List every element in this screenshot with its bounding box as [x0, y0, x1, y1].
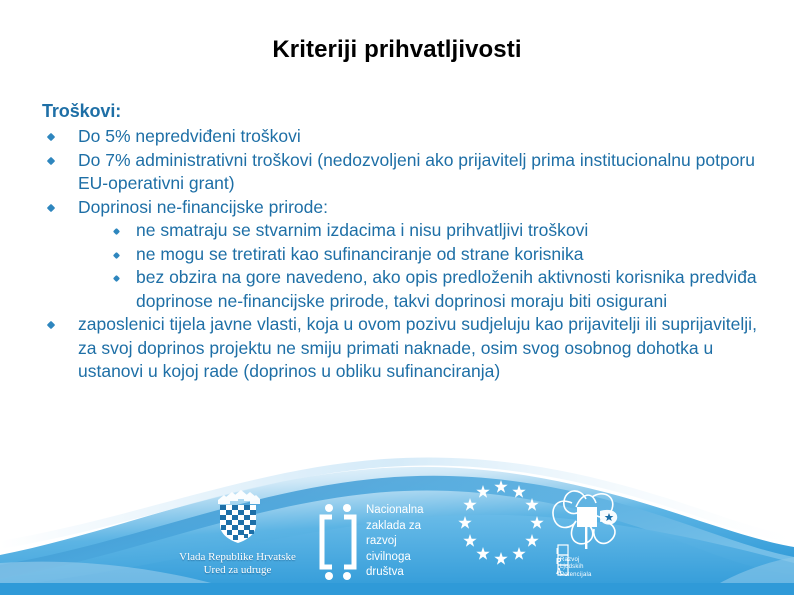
logo-croatian-government-line1: Vlada Republike Hrvatske [179, 551, 296, 563]
list-item-label: Do 5% nepredviđeni troškovi [78, 126, 301, 146]
logo-ipa-line3: Potencijala [560, 571, 592, 578]
list-item-label: Do 7% administrativni troškovi (nedozvoljeni ako prijavitelj prima institucionalnu potporu EU-operativni grant) [78, 149, 755, 193]
list-item-label: Doprinosi ne-financijske prirode: [78, 196, 328, 217]
logo-national-foundation [318, 503, 448, 581]
list-item-label: ne mogu se tretirati kao sufinanciranje od strane korisnika [136, 243, 584, 264]
logo-ipa [530, 481, 640, 581]
logo-ipa-letter-i: I [556, 547, 559, 556]
logo-croatian-government-line2: Ured za udruge [203, 564, 272, 576]
list-item-label: ne smatraju se stvarnim izdacima i nisu prihvatljivi troškovi [136, 220, 589, 240]
bullet-diamond-icon [113, 275, 120, 282]
list-item [42, 313, 762, 384]
bullet-diamond-icon [47, 321, 55, 329]
bullet-diamond-icon [47, 203, 55, 211]
list-item [106, 219, 762, 243]
logo-ipa-letter-a: A [556, 567, 562, 576]
list-item-label: bez obzira na gore navedeno, ako opis predloženih aktivnosti korisnika predviđa doprinose ne-financijske prirode, takvi doprinosi moraju biti osigurani [136, 267, 757, 311]
bullet-list [42, 125, 762, 384]
section-heading: Troškovi: [42, 101, 122, 121]
list-item-label: zaposlenici tijela javne vlasti, koja u ovom pozivu sudjeluju kao prijavitelji ili suprijavitelji, za svoj doprinos projektu ne smiju primati naknade, osim svog osobnog dohotka u ustanovi u kojoj rade (doprinos u obliku sufinanciranja) [78, 314, 757, 381]
sub-bullet-list [106, 219, 762, 313]
bullet-diamond-icon [113, 228, 120, 235]
bullet-diamond-icon [113, 251, 120, 258]
logo-ipa-line1: Razvoj [560, 556, 580, 563]
logo-ipa-words [560, 557, 592, 580]
logo-croatian-government [150, 488, 325, 577]
list-item [106, 243, 762, 267]
logo-ipa-line2: Ljudskih [560, 564, 584, 570]
bullet-diamond-icon [47, 156, 55, 164]
list-item [42, 196, 762, 314]
logo-national-foundation-line1: Nacionalna [366, 504, 424, 516]
logo-national-foundation-line4: civilnoga [366, 550, 411, 563]
logo-ipa-letter-p: P [556, 557, 562, 566]
croatian-coat-of-arms-icon [216, 488, 260, 544]
bullet-diamond-icon [47, 133, 55, 141]
logo-national-foundation-line5: društva [366, 566, 404, 578]
logo-national-foundation-line2: zaklada za [366, 519, 421, 532]
page-title: Kriteriji prihvatljivosti [272, 36, 522, 63]
logo-national-foundation-line3: razvoj [366, 535, 397, 547]
brackets-icon [318, 503, 358, 581]
list-item [42, 125, 762, 149]
footer-logos [0, 435, 794, 595]
list-item [106, 266, 762, 313]
list-item [42, 149, 762, 196]
slide-body [42, 100, 762, 384]
